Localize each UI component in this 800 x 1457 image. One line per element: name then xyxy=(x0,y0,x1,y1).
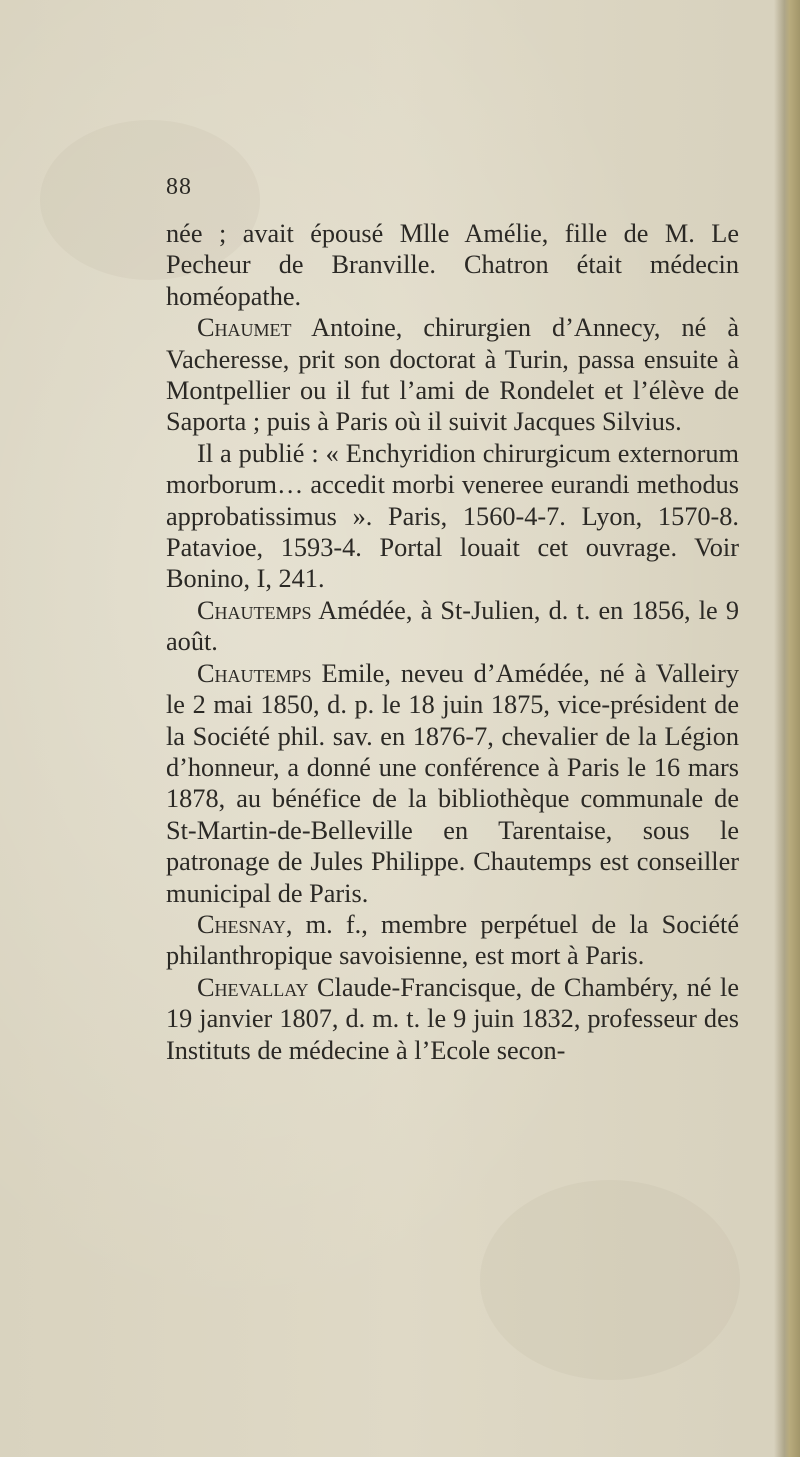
entry-chautemps-amedee xyxy=(166,595,739,658)
entry-text: Claude-Francisque, de Chambéry, né le 19 janvier 1807, d. m. t. le 9 juin 1832, professeur des Instituts de médecine à l’Ecole secon- xyxy=(166,972,739,1065)
paper-stain xyxy=(480,1180,740,1380)
entry-text: Amédée, à St-Julien, d. t. en 1856, le 9 août. xyxy=(166,595,739,657)
entry-text: Emile, neveu d’Amédée, né à Valleiry le 2 mai 1850, d. p. le 18 juin 1875, vice-président de la Société phil. sav. en 1876-7, chevalier de la Légion d’honneur, a donné une conférence à Paris le 16 mars 1878, au bénéfice de la bibliothèque communale de St-Martin-de-Belleville en Tarentaise, sous le patronage de Jules Philippe. Chautemps est conseiller municipal de Paris. xyxy=(166,658,739,908)
entry-name: Chevallay xyxy=(197,972,309,1002)
page-number: 88 xyxy=(166,174,192,200)
page-binding-edge xyxy=(774,0,800,1457)
entry-name: Chesnay xyxy=(197,909,286,939)
entry-name: Chaumet xyxy=(197,313,292,343)
entry-text: Il a publié : « Enchyridion chirurgicum externorum morborum… accedit morbi veneree eurandi methodus approbatissimus ». Paris, 1560-4-7. Lyon, 1570-8. Patavioe, 1593-4. Portal louait cet ouvrage. Voir Bonino, I, 241. xyxy=(166,438,739,594)
page-body-text xyxy=(166,218,739,1066)
entry-chevallay xyxy=(166,972,739,1066)
entry-name: Chautemps xyxy=(197,595,312,625)
entry-text: Antoine, chirurgien d’Annecy, né à Vacheresse, prit son doctorat à Turin, passa ensuite à Montpellier ou il fut l’ami de Rondelet et l’élève de Saporta ; puis à Paris où il suivit Jacques Silvius. xyxy=(166,313,739,437)
entry-chesnay xyxy=(166,909,739,972)
entry-chaumet-publication xyxy=(166,438,739,595)
continuation-paragraph: née ; avait épousé Mlle Amélie, fille de M. Le Pecheur de Branville. Chatron était médecin homéopathe. xyxy=(166,219,739,311)
entry-name: Chautemps xyxy=(197,658,312,688)
entry-chautemps-emile xyxy=(166,658,739,909)
entry-text: , m. f., membre perpétuel de la Société philanthropique savoisienne, est mort à Paris. xyxy=(166,909,739,971)
entry-chaumet xyxy=(166,312,739,438)
